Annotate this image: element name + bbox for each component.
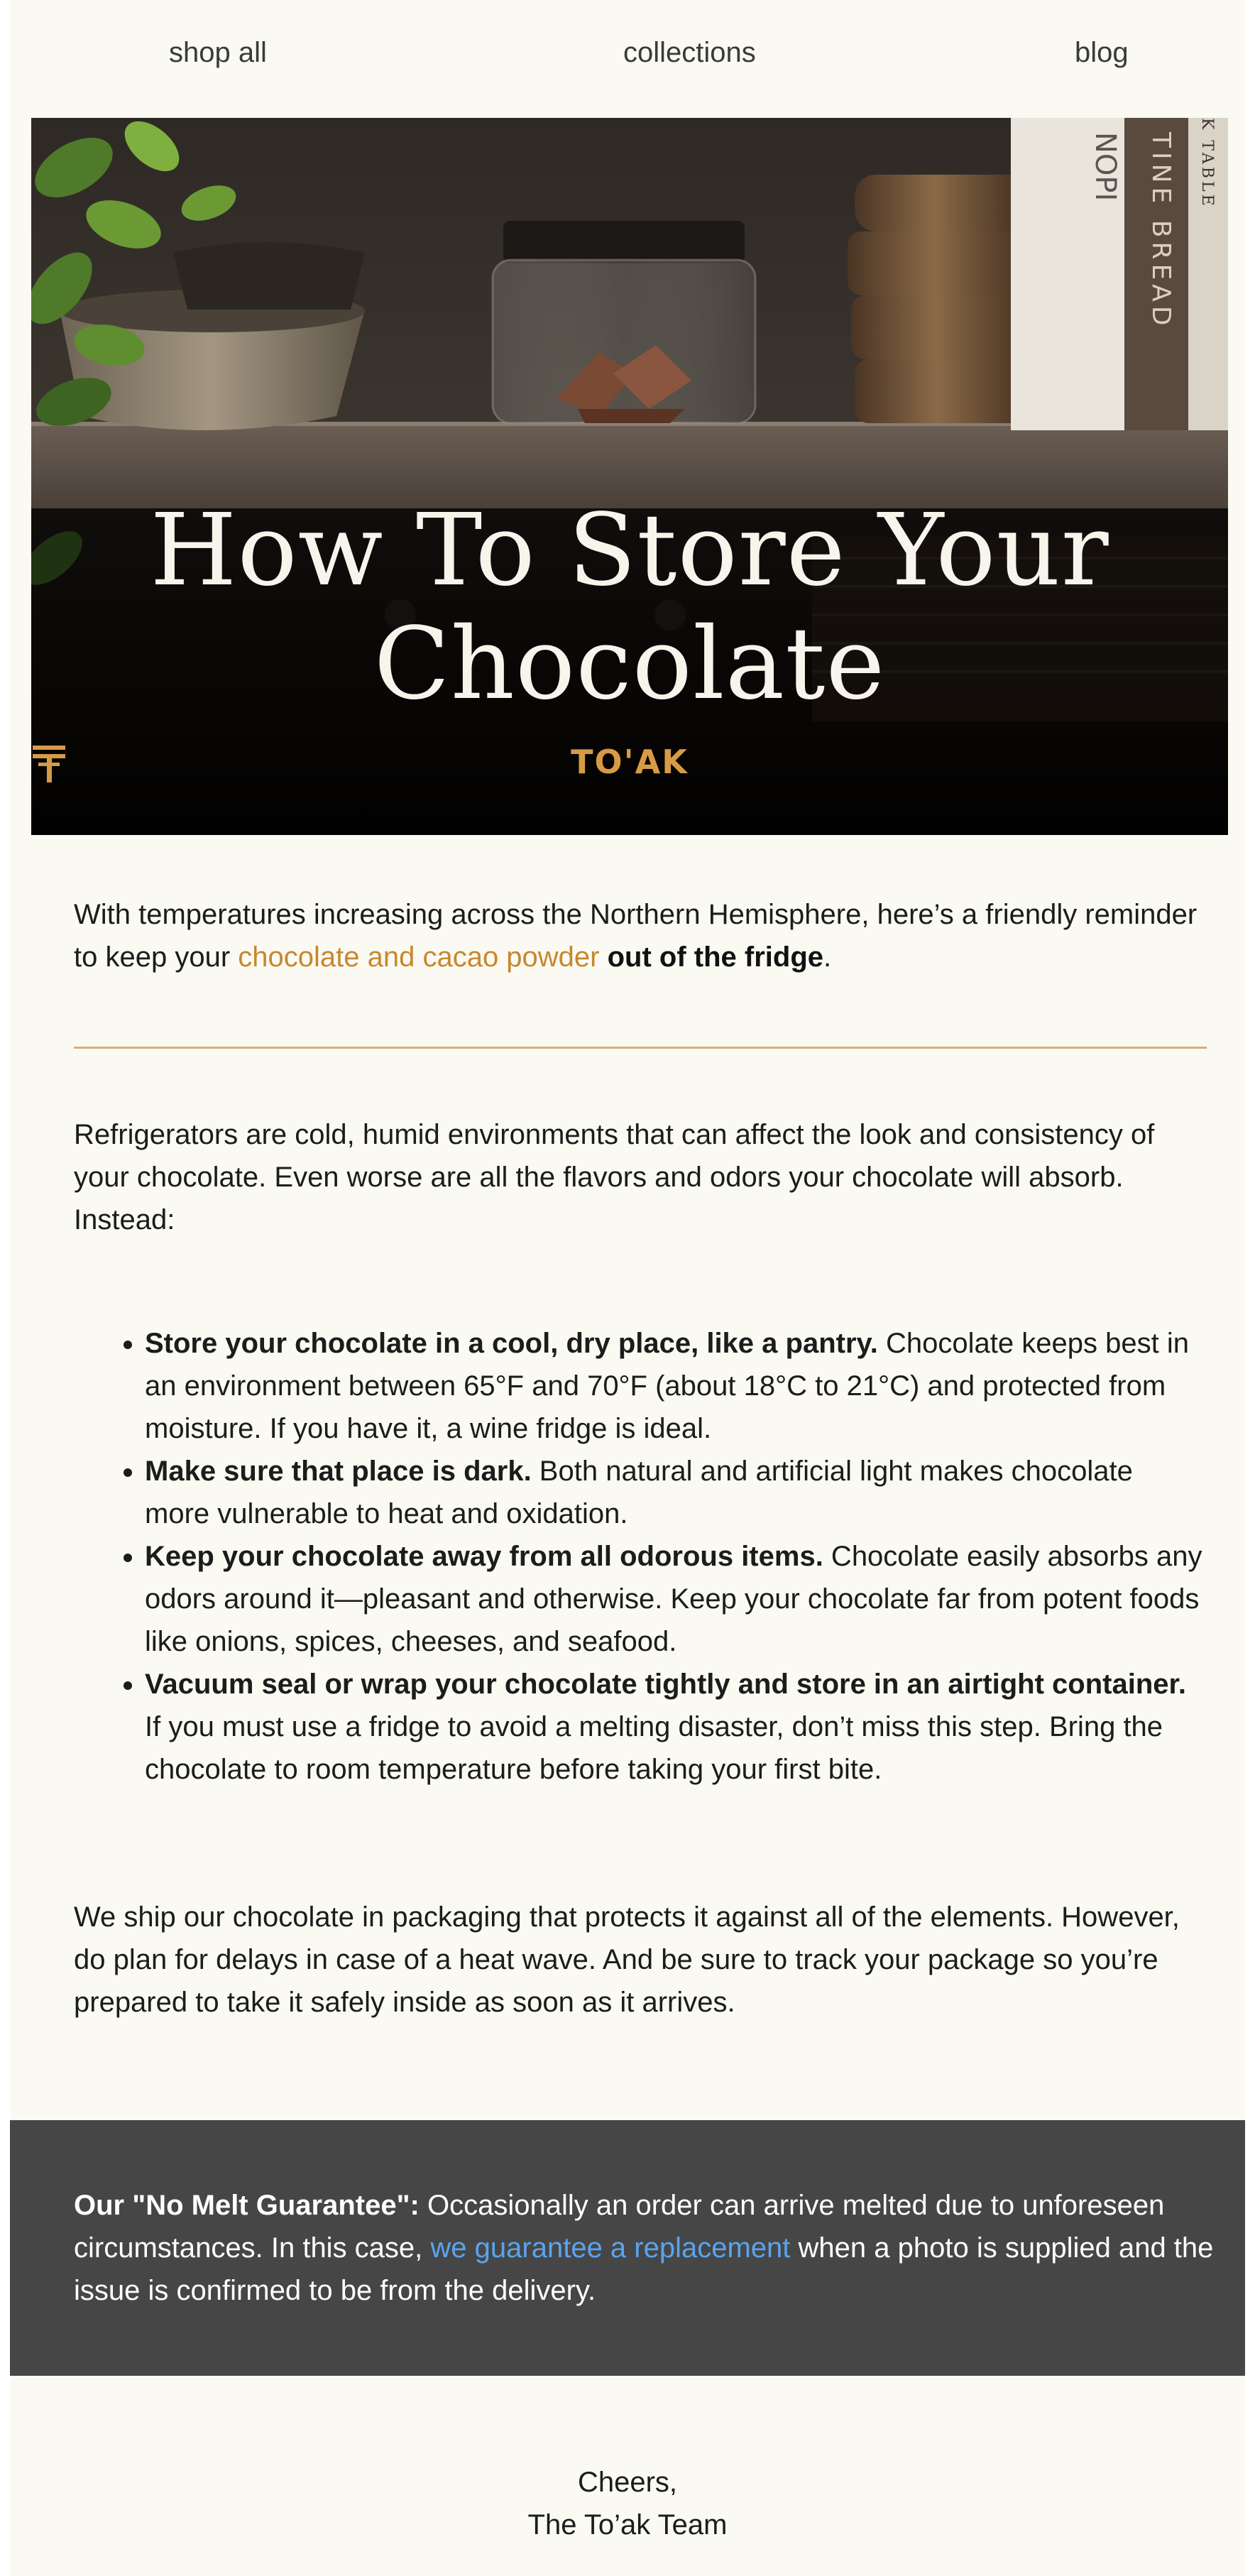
guarantee-body: Occasionally an order can arrive melted due to unforeseen circumstances. In this case, [74,2190,1165,2264]
tip-bold: Keep your chocolate away from all odorous items. [145,1541,823,1572]
hero-image [31,118,1228,835]
guarantee-replacement-link[interactable]: we guarantee a replacement [430,2232,791,2264]
hero-title-line-2: Chocolate [373,606,886,722]
book-spine-1: NOPI [1089,132,1122,202]
signoff [10,2461,1245,2546]
tip-bold: Vacuum seal or wrap your chocolate tightly and store in an airtight container. [145,1669,1186,1700]
book-spine-3: K TABLE [1198,118,1216,209]
tip-bold: Make sure that place is dark. [145,1456,532,1487]
nav-shop-all[interactable]: shop all [169,37,267,68]
list-item [145,1663,1202,1791]
guarantee-text [74,2184,1217,2312]
list-item [145,1535,1202,1663]
logo-text: TO'AK [571,743,689,781]
book-spine-2: TINE BREAD [1146,132,1175,330]
tip-text: Chocolate keeps best in an environment between 65°F and 70°F (about 18°C to 21°C) and protected from moisture. If you have it, a wine fridge is ideal. [145,1328,1189,1444]
hero-title [31,494,1228,721]
storage-tips-list [74,1322,1202,1791]
fridge-paragraph: Refrigerators are cold, humid environments that can affect the look and consistency of your chocolate. Even worse are all the flavors and odors your chocolate will absorb. Instead: [74,1119,1155,1235]
tip-text: Both natural and artificial light makes chocolate more vulnerable to heat and oxidation. [145,1456,1133,1529]
hero-banner[interactable] [31,118,1228,835]
guarantee-title: Our "No Melt Guarantee": [74,2190,420,2221]
toak-logo[interactable] [31,743,1228,792]
email-page [10,0,1245,2576]
shipping-paragraph: We ship our chocolate in packaging that protects it against all of the elements. However, do plan for delays in case of a heat wave. And be sure to track your package so you’re prepared to take it safely inside as soon as it arrives. [74,1901,1180,2018]
guarantee-body-end: when a photo is supplied and the issue is confirmed to be from the delivery. [74,2232,1214,2306]
tip-bold: Store your chocolate in a cool, dry place, like a pantry. [145,1328,878,1359]
section-divider [74,1047,1207,1049]
top-nav [10,0,1245,114]
tip-text: If you must use a fridge to avoid a melting disaster, don’t miss this step. Bring the chocolate to room temperature before taking your first bite. [145,1711,1163,1785]
chocolate-cacao-link[interactable]: chocolate and cacao powder [238,942,600,973]
no-melt-guarantee-block [10,2120,1245,2376]
tip-text: Chocolate easily absorbs any odors around it—pleasant and otherwise. Keep your chocolate far from potent foods like onions, spices, cheeses, and seafood. [145,1541,1202,1657]
intro-paragraph [74,893,1217,978]
signoff-line-2: The To’ak Team [527,2509,728,2540]
nav-blog[interactable]: blog [1075,37,1129,68]
list-item [145,1450,1202,1535]
intro-end: . [823,942,832,973]
hero-title-line-1: How To Store Your [150,493,1109,608]
intro-text: With temperatures increasing across the Northern Hemisphere, here’s a friendly reminder to keep your [74,899,1198,973]
list-item [145,1322,1202,1450]
toak-mark-icon [31,743,67,785]
nav-collections[interactable]: collections [623,37,756,68]
intro-bold: out of the fridge [607,942,824,973]
signoff-line-1: Cheers, [577,2467,678,2498]
